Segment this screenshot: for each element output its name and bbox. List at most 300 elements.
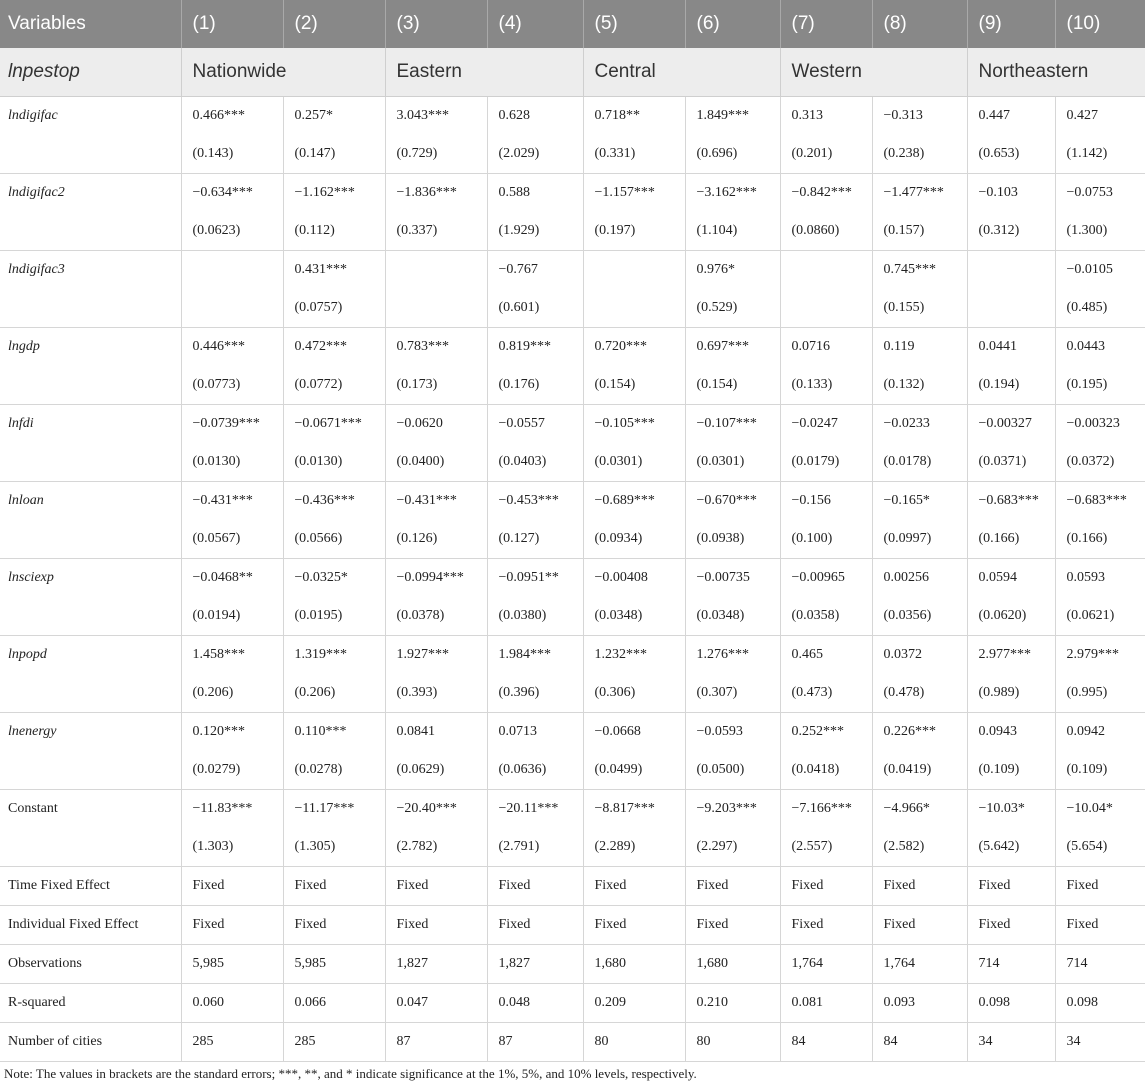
coefficient-cell: −0.0753: [1066, 185, 1113, 200]
statistic-cell: Fixed: [1055, 867, 1145, 906]
standard-error-cell: [181, 289, 283, 328]
standard-error-cell: (0.143): [181, 135, 283, 174]
coefficient-cell: 0.720***: [583, 328, 685, 367]
standard-error-cell: (5.642): [967, 828, 1055, 867]
standard-error-cell: (2.029): [487, 135, 583, 174]
coefficient-cell: 1.232***: [583, 636, 685, 675]
standard-error-cell: (1.929): [487, 212, 583, 251]
coefficient-cell: 1.276***: [685, 636, 780, 675]
coefficient-cell: −10.04*: [1066, 801, 1113, 816]
statistic-label: Individual Fixed Effect: [0, 906, 181, 945]
statistic-cell: Fixed: [1055, 906, 1145, 945]
statistic-cell: 285: [283, 1023, 385, 1062]
coefficient-cell: 0.0942: [1066, 724, 1105, 739]
statistic-cell: Fixed: [283, 867, 385, 906]
standard-error-cell: (0.0195): [283, 597, 385, 636]
coefficient-cell: −0.683***: [967, 482, 1055, 521]
coefficient-cell: −0.670***: [685, 482, 780, 521]
coefficient-cell: 0.0372: [872, 636, 967, 675]
coefficient-cell: −0.0668: [583, 713, 685, 752]
coefficient-cell: −0.165*: [872, 482, 967, 521]
variable-name: lnfdi: [0, 405, 181, 482]
standard-error-cell: (0.396): [487, 674, 583, 713]
standard-error-cell: (5.654): [1055, 828, 1145, 867]
statistic-cell: 0.060: [181, 984, 283, 1023]
statistic-cell: 0.093: [872, 984, 967, 1023]
coefficient-cell: 0.0713: [487, 713, 583, 752]
standard-error-cell: (0.989): [967, 674, 1055, 713]
standard-error-cell: (0.0934): [583, 520, 685, 559]
standard-error-cell: (0.0997): [872, 520, 967, 559]
standard-error-cell: (0.0380): [487, 597, 583, 636]
statistic-label: R-squared: [0, 984, 181, 1023]
coefficient-cell: 0.819***: [487, 328, 583, 367]
standard-error-cell: (0.154): [583, 366, 685, 405]
coefficient-cell: 0.0943: [967, 713, 1055, 752]
statistic-cell: 34: [1055, 1023, 1145, 1062]
coefficient-row: [0, 97, 1145, 136]
coefficient-cell: −0.767: [487, 251, 583, 290]
standard-error-cell: [967, 289, 1055, 328]
standard-error-cell: (0.0179): [780, 443, 872, 482]
standard-error-cell: (0.529): [685, 289, 780, 328]
coefficient-cell: 0.00256: [872, 559, 967, 598]
statistic-cell: 0.048: [487, 984, 583, 1023]
standard-error-cell: (0.166): [1055, 520, 1145, 559]
variable-name: Constant: [0, 790, 181, 867]
coefficient-cell: −0.436***: [283, 482, 385, 521]
standard-error-cell: (0.0567): [181, 520, 283, 559]
region-header-western: Western: [780, 48, 967, 97]
standard-error-cell: (0.0419): [872, 751, 967, 790]
coefficient-cell: −1.157***: [583, 174, 685, 213]
coefficient-row: [0, 713, 1145, 752]
standard-error-cell: (0.201): [780, 135, 872, 174]
column-header: (4): [487, 0, 583, 48]
standard-error-cell: (0.0178): [872, 443, 967, 482]
table-note: Note: The values in brackets are the standard errors; ***, **, and * indicate significance at the 1%, 5%, and 10% levels, respectively.: [4, 1066, 697, 1081]
standard-error-cell: (0.478): [872, 674, 967, 713]
standard-error-cell: (0.195): [1055, 366, 1145, 405]
coefficient-cell: −0.842***: [780, 174, 872, 213]
statistic-cell: 5,985: [181, 945, 283, 984]
coefficient-cell: −8.817***: [583, 790, 685, 829]
standard-error-cell: (0.0629): [385, 751, 487, 790]
standard-error-cell: (0.133): [780, 366, 872, 405]
coefficient-cell: −7.166***: [780, 790, 872, 829]
coefficient-cell: 0.313: [780, 97, 872, 136]
standard-error-cell: (0.0621): [1055, 597, 1145, 636]
coefficient-cell: −0.431***: [385, 482, 487, 521]
standard-error-cell: (0.473): [780, 674, 872, 713]
standard-error-cell: (0.0620): [967, 597, 1055, 636]
standard-error-cell: (0.127): [487, 520, 583, 559]
coefficient-cell: [583, 251, 685, 290]
standard-error-cell: (0.337): [385, 212, 487, 251]
coefficient-cell: −4.966*: [872, 790, 967, 829]
coefficient-cell: −1.162***: [283, 174, 385, 213]
standard-error-cell: (0.132): [872, 366, 967, 405]
coefficient-cell: 0.0441: [967, 328, 1055, 367]
coefficient-cell: 2.979***: [1066, 647, 1119, 662]
column-header: (6): [685, 0, 780, 48]
standard-error-cell: (0.126): [385, 520, 487, 559]
coefficient-cell: −0.313: [872, 97, 967, 136]
coefficient-cell: 0.718**: [583, 97, 685, 136]
standard-error-cell: (0.0358): [780, 597, 872, 636]
standard-error-cell: (1.142): [1055, 135, 1145, 174]
coefficient-cell: [181, 251, 283, 290]
statistic-cell: 0.098: [967, 984, 1055, 1023]
coefficient-cell: 0.472***: [283, 328, 385, 367]
coefficient-cell: −0.0593: [685, 713, 780, 752]
coefficient-cell: −0.453***: [487, 482, 583, 521]
statistic-cell: Fixed: [872, 906, 967, 945]
standard-error-cell: (2.782): [385, 828, 487, 867]
coefficient-cell: 1.849***: [685, 97, 780, 136]
coefficient-cell: 0.783***: [385, 328, 487, 367]
standard-error-cell: (0.0499): [583, 751, 685, 790]
region-header-row: [0, 48, 1145, 97]
statistic-cell: 1,827: [487, 945, 583, 984]
statistic-label: Time Fixed Effect: [0, 867, 181, 906]
standard-error-cell: (2.557): [780, 828, 872, 867]
standard-error-cell: (1.104): [685, 212, 780, 251]
coefficient-cell: 0.431***: [283, 251, 385, 290]
standard-error-cell: (2.582): [872, 828, 967, 867]
statistic-cell: 1,680: [583, 945, 685, 984]
coefficient-cell: 0.465: [780, 636, 872, 675]
column-header: (2): [283, 0, 385, 48]
coefficient-cell: 0.588: [487, 174, 583, 213]
standard-error-cell: (1.300): [1055, 212, 1145, 251]
dependent-variable-label: lnpestop: [0, 48, 181, 97]
statistic-cell: Fixed: [487, 906, 583, 945]
standard-error-cell: (0.0500): [685, 751, 780, 790]
coefficient-cell: −0.0620: [385, 405, 487, 444]
coefficient-cell: 0.466***: [181, 97, 283, 136]
coefficient-cell: −10.03*: [967, 790, 1055, 829]
standard-error-cell: (0.109): [967, 751, 1055, 790]
statistic-cell: 87: [487, 1023, 583, 1062]
statistic-row: [0, 984, 1145, 1023]
standard-error-cell: (0.653): [967, 135, 1055, 174]
standard-error-cell: (0.0372): [1055, 443, 1145, 482]
standard-error-cell: (0.0130): [181, 443, 283, 482]
statistic-cell: 5,985: [283, 945, 385, 984]
statistic-cell: Fixed: [181, 906, 283, 945]
table-body: [0, 97, 1145, 1062]
coefficient-cell: −0.156: [780, 482, 872, 521]
coefficient-cell: 0.446***: [181, 328, 283, 367]
coefficient-cell: 0.0716: [780, 328, 872, 367]
coefficient-cell: −0.00735: [685, 559, 780, 598]
coefficient-cell: 0.447: [967, 97, 1055, 136]
coefficient-cell: −0.0247: [780, 405, 872, 444]
standard-error-cell: (0.0773): [181, 366, 283, 405]
statistic-cell: 84: [780, 1023, 872, 1062]
variable-name: lndigifac3: [0, 251, 181, 328]
coefficient-cell: [967, 251, 1055, 290]
standard-error-cell: (0.0860): [780, 212, 872, 251]
coefficient-cell: 0.0593: [1066, 570, 1105, 585]
coefficient-cell: 2.977***: [967, 636, 1055, 675]
statistic-cell: Fixed: [583, 867, 685, 906]
standard-error-cell: (0.166): [967, 520, 1055, 559]
column-header: (10): [1055, 0, 1145, 48]
coefficient-cell: −0.0325*: [283, 559, 385, 598]
standard-error-cell: (0.147): [283, 135, 385, 174]
statistic-cell: 34: [967, 1023, 1055, 1062]
coefficient-cell: 0.119: [872, 328, 967, 367]
statistic-row: [0, 945, 1145, 984]
standard-error-cell: (0.197): [583, 212, 685, 251]
standard-error-cell: [780, 289, 872, 328]
standard-error-cell: (0.393): [385, 674, 487, 713]
statistic-cell: 285: [181, 1023, 283, 1062]
statistic-cell: Fixed: [283, 906, 385, 945]
statistic-row: [0, 1023, 1145, 1062]
variable-name: lndigifac: [0, 97, 181, 174]
standard-error-cell: (0.485): [1055, 289, 1145, 328]
region-header-northeastern: Northeastern: [967, 48, 1145, 97]
standard-error-cell: (0.155): [872, 289, 967, 328]
standard-error-cell: (0.0757): [283, 289, 385, 328]
statistic-cell: 714: [1055, 945, 1145, 984]
coefficient-cell: 1.458***: [181, 636, 283, 675]
coefficient-row: [0, 405, 1145, 444]
coefficient-cell: −0.00323: [1066, 416, 1120, 431]
standard-error-cell: (0.154): [685, 366, 780, 405]
standard-error-cell: (0.157): [872, 212, 967, 251]
standard-error-cell: [583, 289, 685, 328]
coefficient-cell: −0.0994***: [385, 559, 487, 598]
standard-error-cell: (0.0371): [967, 443, 1055, 482]
coefficient-cell: 0.427: [1066, 108, 1098, 123]
statistic-cell: 84: [872, 1023, 967, 1062]
standard-error-cell: (0.194): [967, 366, 1055, 405]
coefficient-cell: 0.110***: [283, 713, 385, 752]
standard-error-cell: (0.601): [487, 289, 583, 328]
variables-header: Variables: [0, 0, 181, 48]
coefficient-cell: −0.105***: [583, 405, 685, 444]
variable-name: lnloan: [0, 482, 181, 559]
coefficient-cell: −0.0233: [872, 405, 967, 444]
standard-error-cell: (0.0194): [181, 597, 283, 636]
coefficient-cell: 1.984***: [487, 636, 583, 675]
statistic-cell: 0.047: [385, 984, 487, 1023]
standard-error-cell: (0.0130): [283, 443, 385, 482]
variable-name: lnpopd: [0, 636, 181, 713]
standard-error-cell: (0.100): [780, 520, 872, 559]
statistic-label: Observations: [0, 945, 181, 984]
column-header: (9): [967, 0, 1055, 48]
standard-error-cell: (0.0636): [487, 751, 583, 790]
standard-error-cell: (0.0938): [685, 520, 780, 559]
coefficient-row: [0, 328, 1145, 367]
statistic-cell: 0.209: [583, 984, 685, 1023]
column-header: (1): [181, 0, 283, 48]
coefficient-cell: −0.0671***: [283, 405, 385, 444]
coefficient-row: [0, 174, 1145, 213]
standard-error-cell: (0.0356): [872, 597, 967, 636]
statistic-label: Number of cities: [0, 1023, 181, 1062]
standard-error-cell: (0.0279): [181, 751, 283, 790]
statistic-cell: 1,680: [685, 945, 780, 984]
standard-error-cell: (0.0378): [385, 597, 487, 636]
standard-error-cell: (1.303): [181, 828, 283, 867]
standard-error-cell: (0.995): [1055, 674, 1145, 713]
standard-error-cell: (0.0623): [181, 212, 283, 251]
coefficient-cell: −0.683***: [1066, 493, 1127, 508]
statistic-cell: Fixed: [385, 867, 487, 906]
coefficient-cell: 0.226***: [872, 713, 967, 752]
coefficient-cell: 0.628: [487, 97, 583, 136]
standard-error-cell: (0.109): [1055, 751, 1145, 790]
standard-error-cell: (0.112): [283, 212, 385, 251]
standard-error-cell: (0.312): [967, 212, 1055, 251]
coefficient-cell: −0.00965: [780, 559, 872, 598]
standard-error-cell: (0.0566): [283, 520, 385, 559]
statistic-cell: 0.210: [685, 984, 780, 1023]
coefficient-cell: −0.0739***: [181, 405, 283, 444]
coefficient-cell: −0.0468**: [181, 559, 283, 598]
column-header: (8): [872, 0, 967, 48]
variable-name: lnenergy: [0, 713, 181, 790]
coefficient-cell: −9.203***: [685, 790, 780, 829]
coefficient-cell: −20.40***: [385, 790, 487, 829]
coefficient-cell: −0.634***: [181, 174, 283, 213]
coefficient-cell: 1.319***: [283, 636, 385, 675]
standard-error-cell: (0.173): [385, 366, 487, 405]
standard-error-cell: (0.0348): [583, 597, 685, 636]
coefficient-cell: −1.477***: [872, 174, 967, 213]
coefficient-cell: 0.252***: [780, 713, 872, 752]
standard-error-cell: (0.307): [685, 674, 780, 713]
coefficient-cell: −11.17***: [283, 790, 385, 829]
standard-error-cell: (0.0418): [780, 751, 872, 790]
standard-error-cell: (0.206): [283, 674, 385, 713]
statistic-cell: 1,764: [780, 945, 872, 984]
coefficient-cell: −0.103: [967, 174, 1055, 213]
coefficient-cell: 0.257*: [283, 97, 385, 136]
statistic-cell: Fixed: [780, 906, 872, 945]
coefficient-cell: −0.0951**: [487, 559, 583, 598]
region-header-central: Central: [583, 48, 780, 97]
coefficient-cell: 0.697***: [685, 328, 780, 367]
standard-error-cell: (0.729): [385, 135, 487, 174]
region-header-eastern: Eastern: [385, 48, 583, 97]
coefficient-cell: 0.745***: [872, 251, 967, 290]
standard-error-cell: (0.0403): [487, 443, 583, 482]
statistic-cell: Fixed: [967, 867, 1055, 906]
standard-error-cell: (2.289): [583, 828, 685, 867]
standard-error-cell: [385, 289, 487, 328]
coefficient-cell: −11.83***: [181, 790, 283, 829]
statistic-cell: 1,827: [385, 945, 487, 984]
statistic-cell: Fixed: [583, 906, 685, 945]
coefficient-cell: −0.0557: [487, 405, 583, 444]
standard-error-cell: (1.305): [283, 828, 385, 867]
statistic-cell: Fixed: [780, 867, 872, 906]
coefficient-row: [0, 790, 1145, 829]
coefficient-cell: −3.162***: [685, 174, 780, 213]
standard-error-cell: (0.0278): [283, 751, 385, 790]
coefficient-cell: [780, 251, 872, 290]
statistic-cell: Fixed: [685, 906, 780, 945]
statistic-row: [0, 906, 1145, 945]
statistic-row: [0, 867, 1145, 906]
coefficient-cell: 0.0841: [385, 713, 487, 752]
standard-error-cell: (0.238): [872, 135, 967, 174]
statistic-cell: 1,764: [872, 945, 967, 984]
standard-error-cell: (0.206): [181, 674, 283, 713]
coefficient-row: [0, 251, 1145, 290]
coefficient-cell: 3.043***: [385, 97, 487, 136]
column-number-header-row: [0, 0, 1145, 48]
coefficient-cell: −0.431***: [181, 482, 283, 521]
coefficient-cell: [385, 251, 487, 290]
standard-error-cell: (0.0301): [685, 443, 780, 482]
standard-error-cell: (0.0400): [385, 443, 487, 482]
coefficient-cell: 0.0443: [1066, 339, 1105, 354]
coefficient-cell: 0.120***: [181, 713, 283, 752]
standard-error-cell: (0.0772): [283, 366, 385, 405]
standard-error-cell: (0.0348): [685, 597, 780, 636]
statistic-cell: 80: [583, 1023, 685, 1062]
statistic-cell: Fixed: [181, 867, 283, 906]
statistic-cell: 0.098: [1055, 984, 1145, 1023]
standard-error-cell: (0.306): [583, 674, 685, 713]
coefficient-cell: −0.0105: [1066, 262, 1113, 277]
statistic-cell: 87: [385, 1023, 487, 1062]
column-header: (3): [385, 0, 487, 48]
coefficient-cell: −0.107***: [685, 405, 780, 444]
statistic-cell: 0.081: [780, 984, 872, 1023]
standard-error-cell: (0.331): [583, 135, 685, 174]
statistic-cell: Fixed: [685, 867, 780, 906]
variable-name: lngdp: [0, 328, 181, 405]
standard-error-cell: (2.297): [685, 828, 780, 867]
coefficient-cell: 1.927***: [385, 636, 487, 675]
coefficient-cell: 0.976*: [685, 251, 780, 290]
statistic-cell: 80: [685, 1023, 780, 1062]
coefficient-cell: 0.0594: [967, 559, 1055, 598]
coefficient-cell: −0.00408: [583, 559, 685, 598]
statistic-cell: Fixed: [385, 906, 487, 945]
coefficient-cell: −0.00327: [967, 405, 1055, 444]
coefficient-cell: −0.689***: [583, 482, 685, 521]
coefficient-cell: −20.11***: [487, 790, 583, 829]
statistic-cell: 0.066: [283, 984, 385, 1023]
coefficient-row: [0, 482, 1145, 521]
region-header-nationwide: Nationwide: [181, 48, 385, 97]
coefficient-row: [0, 636, 1145, 675]
coefficient-cell: −1.836***: [385, 174, 487, 213]
column-header: (7): [780, 0, 872, 48]
statistic-cell: Fixed: [872, 867, 967, 906]
coefficient-row: [0, 559, 1145, 598]
standard-error-cell: (0.176): [487, 366, 583, 405]
standard-error-cell: (0.0301): [583, 443, 685, 482]
statistic-cell: Fixed: [967, 906, 1055, 945]
statistic-cell: 714: [967, 945, 1055, 984]
statistic-cell: Fixed: [487, 867, 583, 906]
column-header: (5): [583, 0, 685, 48]
variable-name: lnsciexp: [0, 559, 181, 636]
variable-name: lndigifac2: [0, 174, 181, 251]
standard-error-cell: (2.791): [487, 828, 583, 867]
